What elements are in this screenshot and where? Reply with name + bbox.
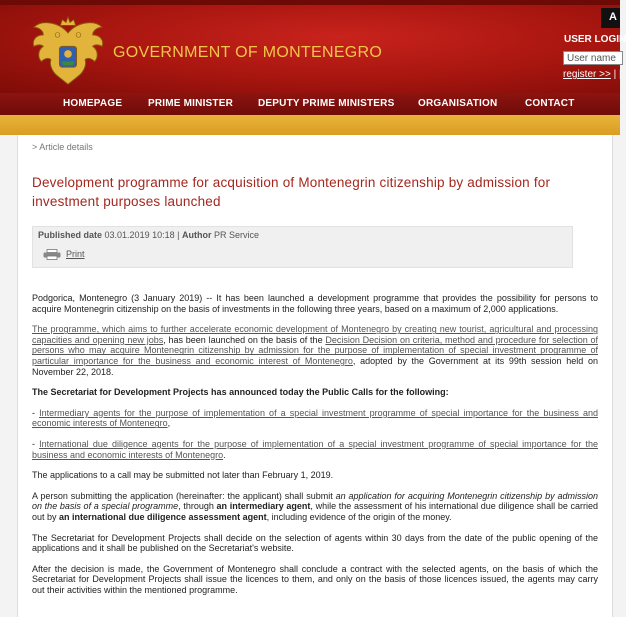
article-title: Development programme for acquisition of Montenegrin citizenship by admission for investment purposes launched <box>32 175 551 209</box>
decision-link[interactable]: Decision Decision on criteria, method and procedure for selection of persons who may acquire Montenegrin citizenship by admission for the purpose of implementation of special investment programme of particular importance for the business and economic interest of Montenegro <box>32 334 599 366</box>
nav-deputy-prime-ministers[interactable]: DEPUTY PRIME MINISTERS <box>258 98 395 109</box>
published-date-label: Published date <box>38 230 103 240</box>
coat-of-arms-logo[interactable] <box>30 14 106 90</box>
print-link[interactable]: Print <box>66 249 85 259</box>
nav-homepage[interactable]: HOMEPAGE <box>63 98 123 109</box>
text: , including evidence of the origin of the money. <box>266 511 452 522</box>
article-container <box>17 135 613 617</box>
corner-button[interactable]: A <box>601 8 620 28</box>
article-meta <box>38 230 259 240</box>
list-item-due-diligence <box>32 439 598 460</box>
article-body <box>32 293 598 605</box>
printer-icon <box>43 249 61 260</box>
author-value: PR Service <box>213 230 259 240</box>
paragraph-contract: After the decision is made, the Government of Montenegro shall conclude a contract with the selected agents, on the basis of which the Secretariat for Development Projects shall issue the licences to them, and only on the basis of those licences issued, the agents may carry out their activities within the mentioned programme. <box>32 563 598 595</box>
gold-band <box>0 115 620 135</box>
list-item-intermediary <box>32 408 598 429</box>
nav-contact[interactable]: CONTACT <box>525 98 575 109</box>
paragraph-intro: Podgorica, Montenegro (3 January 2019) -- It has been launched a development programme that provides the possibility for persons to acquire Montenegrin citizenship on the basis of investments in the following three years, based on a maximum of 2,000 applications. <box>32 293 598 314</box>
print-button[interactable] <box>43 249 85 260</box>
links-separator: | | <box>610 69 622 80</box>
user-login-label: USER LOGIN <box>564 34 626 45</box>
published-date-value: 03.01.2019 10:18 <box>104 230 175 240</box>
username-input[interactable] <box>563 51 623 65</box>
paragraph-deadline: The applications to a call may be submitted not later than February 1, 2019. <box>32 470 334 481</box>
article-meta-box <box>32 226 573 268</box>
text: , through <box>178 501 217 512</box>
main-navigation <box>0 93 620 115</box>
header-top-strip <box>0 0 620 5</box>
text-italic: an application for acquiring Montenegrin citizenship by admission on the basis of a special programme <box>32 490 598 512</box>
text: , while the assessment of his international due diligence shall be carried out by <box>32 501 599 522</box>
site-header <box>0 0 626 93</box>
due-diligence-agents-link[interactable]: International due diligence agents for the purpose of implementation of a special investment programme of special importance for the business and economic interests of Montenegro <box>32 438 598 460</box>
site-title[interactable]: GOVERNMENT OF MONTENEGRO <box>113 44 383 61</box>
list-dash: - <box>32 438 40 449</box>
nav-organisation[interactable]: ORGANISATION <box>418 98 498 109</box>
programme-text: , has been launched on the basis of the <box>163 334 326 345</box>
nav-prime-minister[interactable]: PRIME MINISTER <box>148 98 234 109</box>
programme-text-end: , adopted by the Government at its 99th session held on November 22, 2018. <box>32 355 598 377</box>
paragraph-application <box>32 491 598 523</box>
list-punct: . <box>223 449 226 460</box>
meta-separator: | <box>174 230 182 240</box>
text: A person submitting the application (hereinafter: the applicant) shall submit <box>32 490 336 501</box>
paragraph-programme <box>32 324 598 377</box>
breadcrumb[interactable]: > Article details <box>32 142 93 152</box>
paragraph-public-calls: The Secretariat for Development Projects has announced today the Public Calls for the following: <box>32 387 449 398</box>
text-bold: an international due diligence assessment agent <box>59 511 267 522</box>
paragraph-selection: The Secretariat for Development Projects shall decide on the selection of agents within 30 days from the date of the public opening of the applications and it shall be published on the Secretariat's website. <box>32 532 598 554</box>
author-label: Author <box>181 230 212 240</box>
intermediary-agents-link[interactable]: Intermediary agents for the purpose of implementation of a special investment programme of special importance for the business and economic interests of Montenegro <box>32 407 599 429</box>
register-link[interactable]: register >> <box>563 69 611 80</box>
login-links <box>563 69 622 80</box>
text-bold: an intermediary agent <box>216 501 311 512</box>
list-punct: , <box>167 418 171 429</box>
programme-link[interactable]: The programme, which aims to further accelerate economic development of Montenegro by creating new tourist, agricultural and processing capacities and opening new jobs <box>32 324 598 345</box>
list-dash: - <box>32 407 40 418</box>
